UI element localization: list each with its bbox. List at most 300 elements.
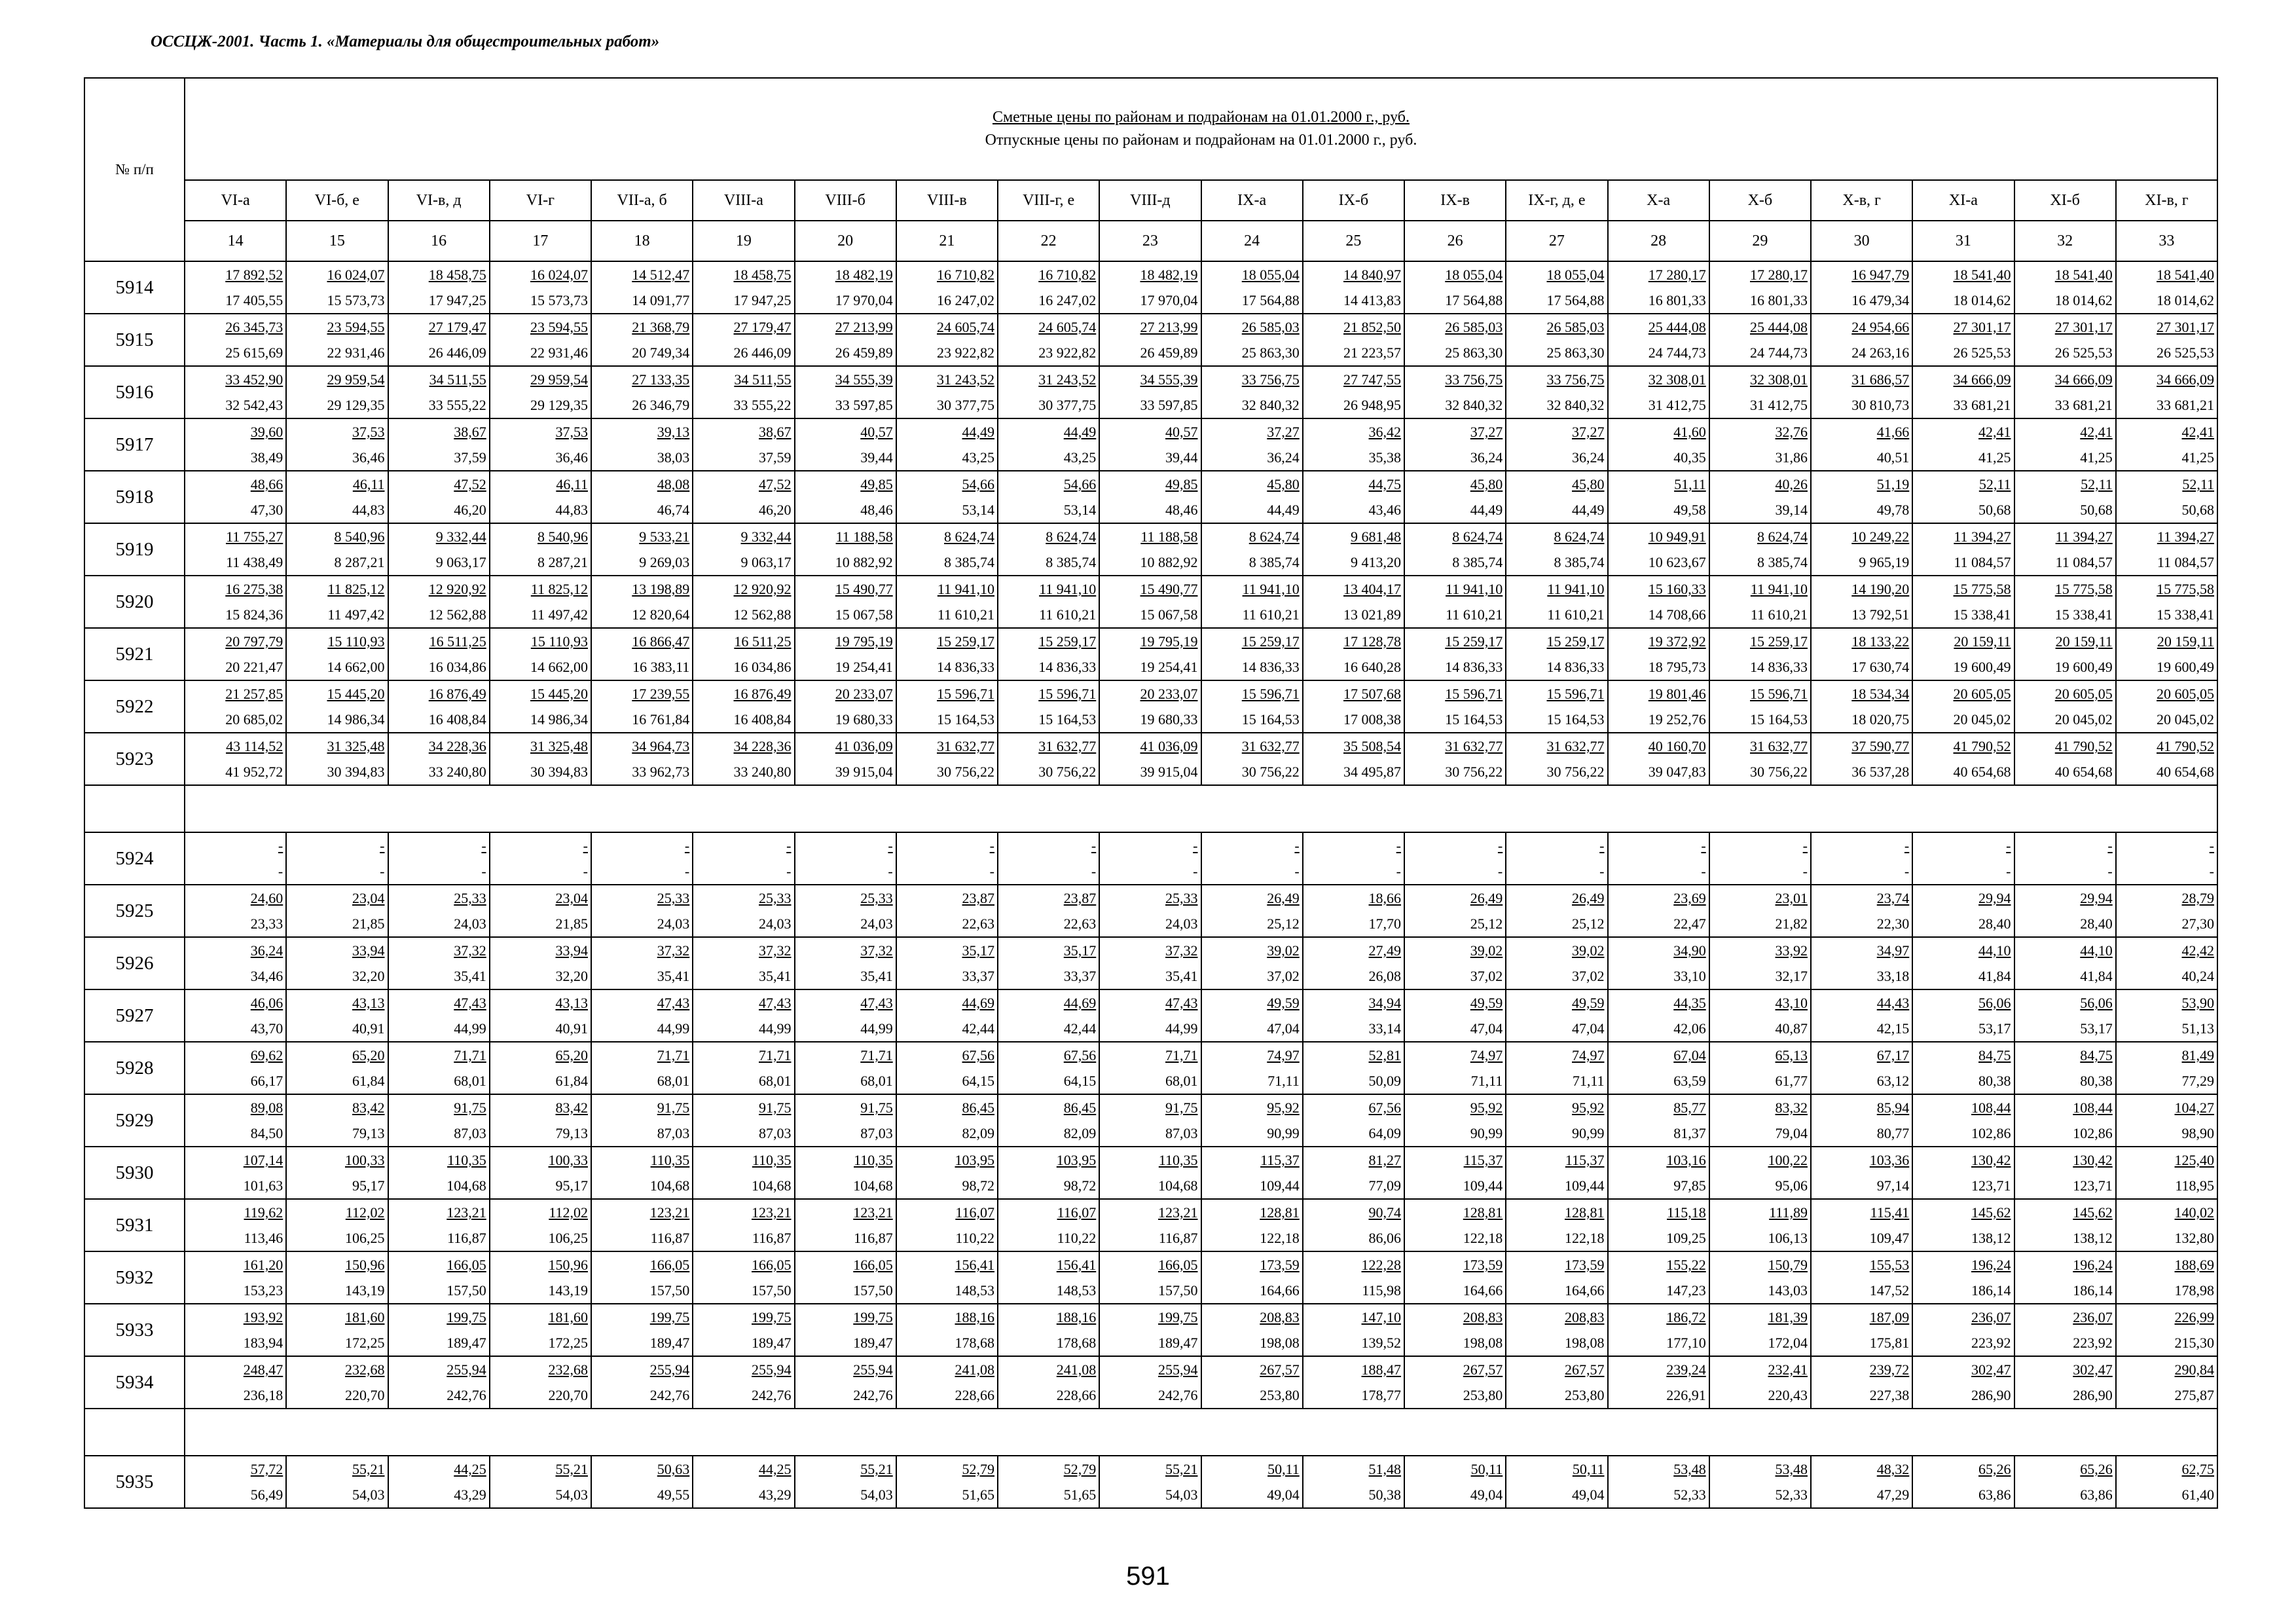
estimated-price: 85,77 [1673,1099,1706,1116]
release-price: 9 063,17 [435,554,486,570]
release-price: 31 412,75 [1648,397,1706,413]
estimated-price: 226,99 [2174,1309,2214,1325]
price-cell [591,1199,693,1251]
release-price: 18 020,75 [1851,711,1910,728]
estimated-price: 48,66 [250,476,283,492]
estimated-price: 110,35 [1158,1152,1198,1168]
price-cell [1099,471,1201,523]
release-price: 40 654,68 [1953,764,2011,780]
price-cell [388,1094,490,1147]
region-header-cell: VI-а [185,180,286,221]
table-row [84,1147,2217,1199]
release-price: 22,47 [1673,915,1706,932]
estimated-price: 33 756,75 [1546,371,1605,388]
estimated-price: 37,32 [860,942,893,959]
price-cell [998,885,1099,937]
release-price: 157,50 [649,1282,690,1299]
release-price: 29 129,35 [530,397,588,413]
release-price: 10 623,67 [1648,554,1706,570]
price-cell [2116,1147,2217,1199]
release-price: 183,94 [243,1335,283,1351]
price-cell [693,523,794,576]
estimated-price: - [1091,838,1097,854]
price-cell [185,1251,286,1304]
estimated-price: 156,41 [955,1257,994,1273]
price-cell [1303,366,1404,418]
price-cell [1709,937,1811,989]
price-cell [1303,1251,1404,1304]
price-cell [2014,628,2116,680]
price-cell [185,366,286,418]
price-cell [1709,1094,1811,1147]
price-cell [1404,628,1506,680]
estimated-price: 37,32 [1165,942,1198,959]
estimated-price: 11 755,27 [226,528,283,545]
release-price: 43,25 [1063,449,1097,466]
estimated-price: 103,95 [1056,1152,1097,1168]
estimated-price: 45,80 [1572,476,1605,492]
price-cell [1709,885,1811,937]
release-price: 16 034,86 [428,659,486,675]
estimated-price: 49,59 [1572,995,1605,1011]
release-price: 90,99 [1470,1125,1503,1141]
price-cell [998,832,1099,885]
estimated-price: 199,75 [649,1309,690,1325]
estimated-price: 18 541,40 [1953,267,2011,283]
price-cell [388,366,490,418]
column-number-cell: 16 [388,221,490,261]
estimated-price: 13 404,17 [1343,581,1401,597]
region-header-cell: XI-а [1912,180,2014,221]
release-price: 33 962,73 [632,764,690,780]
price-cell [2014,576,2116,628]
estimated-price: 14 190,20 [1851,581,1910,597]
release-price: 11 497,42 [327,606,385,623]
price-cell [1608,832,1709,885]
estimated-price: 18 482,19 [1140,267,1198,283]
estimated-price: - [1599,838,1605,854]
release-price: 220,70 [345,1387,385,1403]
estimated-price: 8 624,74 [944,528,994,545]
price-cell [1404,1251,1506,1304]
price-cell [2116,937,2217,989]
price-cell [2116,1304,2217,1356]
price-cell [591,261,693,314]
estimated-price: - [2107,838,2113,854]
release-price: - [1396,863,1401,879]
estimated-price: 11 394,27 [2055,528,2113,545]
release-price: 68,01 [454,1073,486,1089]
price-cell [1099,576,1201,628]
estimated-price: 100,33 [548,1152,588,1168]
estimated-price: 95,92 [1572,1099,1605,1116]
estimated-price: 49,59 [1470,995,1503,1011]
release-price: 12 820,64 [632,606,690,623]
price-cell [185,471,286,523]
release-price: 132,80 [2174,1230,2214,1246]
price-cell [1912,1304,2014,1356]
release-price: 104,68 [1158,1177,1198,1194]
release-price: 22 931,46 [327,344,385,361]
price-cell [1608,680,1709,733]
price-cell [1404,523,1506,576]
column-number-cell: 25 [1303,221,1404,261]
estimated-price: 25 444,08 [1750,319,1808,335]
estimated-price: 181,39 [1768,1309,1808,1325]
price-cell [693,471,794,523]
estimated-price: 91,75 [657,1099,690,1116]
price-cell [693,1456,794,1508]
estimated-price: 166,05 [446,1257,486,1273]
price-cell [1404,680,1506,733]
estimated-price: 14 840,97 [1343,267,1401,283]
estimated-price: 84,75 [2080,1047,2113,1063]
release-price: 24,03 [657,915,690,932]
price-cell [185,628,286,680]
price-cell [388,733,490,785]
estimated-price: 56,06 [1978,995,2011,1011]
release-price: 33 555,22 [428,397,486,413]
estimated-price: 20 605,05 [2054,686,2113,702]
price-cell [1303,523,1404,576]
price-cell [1303,832,1404,885]
price-cell [1303,576,1404,628]
price-cell [998,1147,1099,1199]
estimated-price: 41 790,52 [2157,738,2214,754]
price-cell [1608,1304,1709,1356]
price-cell [795,1042,896,1094]
price-cell [1099,937,1201,989]
estimated-price: 12 920,92 [733,581,792,597]
separator-cell [185,785,2217,832]
estimated-price: 15 490,77 [1140,581,1198,597]
price-cell [1912,1094,2014,1147]
estimated-price: 290,84 [2174,1361,2214,1378]
price-cell [1912,937,2014,989]
price-cell [490,1304,591,1356]
price-cell [1099,366,1201,418]
release-price: 15 067,58 [1140,606,1198,623]
price-cell [2116,832,2217,885]
estimated-price: 208,83 [1260,1309,1300,1325]
estimated-price: 18 541,40 [2157,267,2214,283]
estimated-price: 17 128,78 [1343,633,1401,650]
row-number-cell: 5926 [84,937,185,989]
estimated-price: - [278,838,283,854]
release-price: 35,41 [759,968,792,984]
estimated-price: 41 036,09 [835,738,893,754]
row-number-cell: 5921 [84,628,185,680]
price-cell [1404,1304,1506,1356]
release-price: 27,30 [2181,915,2214,932]
release-price: 30 756,22 [1241,764,1300,780]
row-number-cell: 5930 [84,1147,185,1199]
price-cell [591,314,693,366]
estimated-price: 47,43 [860,995,893,1011]
table-header-row [84,78,2217,180]
estimated-price: 16 024,07 [530,267,588,283]
price-cell [896,261,998,314]
release-price: 11 438,49 [226,554,283,570]
column-number-cell: 15 [286,221,388,261]
release-price: 51,13 [2181,1020,2214,1037]
release-price: 157,50 [446,1282,486,1299]
price-cell [286,885,388,937]
release-price: 175,81 [1869,1335,1910,1351]
price-cell [388,1304,490,1356]
estimated-price: 35 508,54 [1343,738,1401,754]
estimated-price: 8 624,74 [1757,528,1808,545]
release-price: 80,38 [1978,1073,2011,1089]
price-cell [1608,628,1709,680]
release-price: 110,22 [955,1230,994,1246]
price-cell [1201,576,1303,628]
price-cell [1912,576,2014,628]
estimated-price: 71,71 [1165,1047,1198,1063]
price-cell [1303,1456,1404,1508]
price-cell [185,1094,286,1147]
price-cell [998,937,1099,989]
release-price: 17 947,25 [733,292,792,308]
price-cell [2014,523,2116,576]
price-cell [490,418,591,471]
price-cell [490,1251,591,1304]
estimated-price: 196,24 [1971,1257,2011,1273]
price-cell [388,832,490,885]
release-price: 82,09 [962,1125,994,1141]
price-cell [998,418,1099,471]
price-cell [1099,989,1201,1042]
price-cell [1303,628,1404,680]
release-price: 15 573,73 [327,292,385,308]
price-cell [286,1251,388,1304]
estimated-price: 69,62 [250,1047,283,1063]
estimated-price: 20 797,79 [225,633,283,650]
release-price: 15 164,53 [1241,711,1300,728]
release-price: 35,41 [860,968,893,984]
estimated-price: - [481,838,486,854]
estimated-price: 16 866,47 [632,633,690,650]
price-cell [1811,366,1912,418]
release-price: 26 459,89 [1140,344,1198,361]
separator-row [84,1409,2217,1456]
estimated-price: 18 458,75 [428,267,486,283]
estimated-price: 19 801,46 [1648,686,1706,702]
price-cell [1303,1304,1404,1356]
release-price: - [481,863,486,879]
price-cell [2116,576,2217,628]
release-price: 138,12 [2073,1230,2113,1246]
price-cell [591,628,693,680]
release-price: 17 970,04 [1140,292,1198,308]
estimated-price: 18 055,04 [1445,267,1503,283]
estimated-price: 255,94 [752,1361,792,1378]
price-cell [1303,680,1404,733]
estimated-price: 42,41 [2080,424,2113,440]
estimated-price: 52,79 [962,1461,994,1477]
release-price: 64,15 [1063,1073,1097,1089]
price-cell [185,1199,286,1251]
estimated-price: 11 825,12 [327,581,385,597]
price-cell [490,1042,591,1094]
price-cell [1303,1094,1404,1147]
release-price: 32,20 [352,968,385,984]
release-price: 164,66 [1463,1282,1503,1299]
price-cell [286,733,388,785]
estimated-price: 199,75 [446,1309,486,1325]
release-price: 17 630,74 [1851,659,1910,675]
price-cell [1811,418,1912,471]
release-price: 82,09 [1063,1125,1097,1141]
estimated-price: 25,33 [860,890,893,906]
release-price: 30 377,75 [937,397,994,413]
release-price: 41,84 [2080,968,2113,984]
estimated-price: - [1802,838,1808,854]
release-price: 71,11 [1572,1073,1605,1089]
estimated-price: 17 892,52 [225,267,283,283]
price-cell [2014,1304,2116,1356]
price-cell [896,628,998,680]
price-cell [1506,628,1607,680]
release-price: 87,03 [1165,1125,1198,1141]
region-header-cell: VI-в, д [388,180,490,221]
release-price: - [2107,863,2113,879]
estimated-price: 17 280,17 [1648,267,1706,283]
release-price: 26 446,09 [428,344,486,361]
price-cell [795,1147,896,1199]
release-price: 189,47 [1158,1335,1198,1351]
release-price: 178,68 [1056,1335,1097,1351]
price-cell [185,989,286,1042]
price-cell [2116,989,2217,1042]
estimated-price: 15 259,17 [1038,633,1097,650]
price-cell [1303,1147,1404,1199]
release-price: 11 084,57 [1954,554,2011,570]
release-price: 32,17 [1775,968,1808,984]
estimated-price: 18 133,22 [1851,633,1910,650]
estimated-price: 90,74 [1368,1204,1401,1221]
estimated-price: 44,35 [1673,995,1706,1011]
estimated-price: 110,35 [650,1152,690,1168]
table-row [84,989,2217,1042]
price-cell [998,1356,1099,1409]
price-cell [1608,1199,1709,1251]
price-cell [2116,261,2217,314]
release-price: - [2209,863,2214,879]
price-table [84,77,2218,1509]
release-price: 178,68 [955,1335,994,1351]
release-price: 54,03 [352,1486,385,1503]
estimated-price: 15 259,17 [1750,633,1808,650]
release-price: 35,41 [454,968,486,984]
price-cell [1608,576,1709,628]
release-price: 14 836,33 [937,659,994,675]
price-cell [1811,885,1912,937]
row-number-cell: 5916 [84,366,185,418]
release-price: 8 287,21 [334,554,385,570]
estimated-price: 115,18 [1667,1204,1706,1221]
price-cell [591,418,693,471]
region-header-cell: VII-а, б [591,180,693,221]
release-price: 25 863,30 [1241,344,1300,361]
price-cell [1709,1199,1811,1251]
estimated-price: 115,41 [1870,1204,1910,1221]
estimated-price: 74,97 [1267,1047,1300,1063]
estimated-price: 18 458,75 [733,267,792,283]
price-cell [1404,885,1506,937]
estimated-price: 37,53 [555,424,588,440]
release-price: 33 597,85 [1140,397,1198,413]
estimated-price: 45,80 [1470,476,1503,492]
release-price: 17 405,55 [225,292,283,308]
release-price: 12 562,88 [733,606,792,623]
release-price: 14 836,33 [1546,659,1605,675]
estimated-price: 8 624,74 [1046,528,1097,545]
estimated-price: 23,69 [1673,890,1706,906]
estimated-price: 65,13 [1775,1047,1808,1063]
price-cell [2014,1094,2116,1147]
release-price: 242,76 [853,1387,893,1403]
release-price: 30 756,22 [937,764,994,780]
price-cell [795,885,896,937]
region-header-cell: IX-б [1303,180,1404,221]
table-title [185,78,2217,180]
release-price: 44,83 [352,502,385,518]
estimated-price: 27 179,47 [733,319,792,335]
price-cell [388,885,490,937]
price-cell [591,885,693,937]
price-cell [388,523,490,576]
region-header-cell: VI-г [490,180,591,221]
estimated-price: 19 795,19 [835,633,893,650]
price-cell [2014,261,2116,314]
estimated-price: 8 624,74 [1248,528,1300,545]
estimated-price: 188,69 [2174,1257,2214,1273]
release-price: 87,03 [860,1125,893,1141]
release-price: 31,86 [1775,449,1808,466]
release-price: 32 840,32 [1445,397,1503,413]
price-cell [1709,576,1811,628]
price-cell [286,418,388,471]
estimated-price: 49,59 [1267,995,1300,1011]
estimated-price: 43,13 [555,995,588,1011]
region-header-cell: VI-б, е [286,180,388,221]
price-cell [1506,1147,1607,1199]
price-cell [1404,366,1506,418]
release-price: 9 269,03 [639,554,690,570]
price-cell [2014,471,2116,523]
release-price: 68,01 [1165,1073,1198,1089]
price-cell [1709,314,1811,366]
estimated-price: 37,32 [454,942,486,959]
estimated-price: 37,27 [1470,424,1503,440]
column-number-row [84,221,2217,261]
region-header-row [84,180,2217,221]
price-cell [185,1147,286,1199]
price-cell [795,1456,896,1508]
estimated-price: 39,02 [1267,942,1300,959]
price-cell [490,1094,591,1147]
release-price: 44,49 [1267,502,1300,518]
release-price: 148,53 [1056,1282,1097,1299]
release-price: 41 952,72 [225,764,283,780]
estimated-price: - [1701,838,1706,854]
release-price: 97,85 [1673,1177,1706,1194]
price-cell [896,885,998,937]
estimated-price: 51,11 [1674,476,1706,492]
estimated-price: 123,21 [1158,1204,1198,1221]
price-cell [998,1456,1099,1508]
